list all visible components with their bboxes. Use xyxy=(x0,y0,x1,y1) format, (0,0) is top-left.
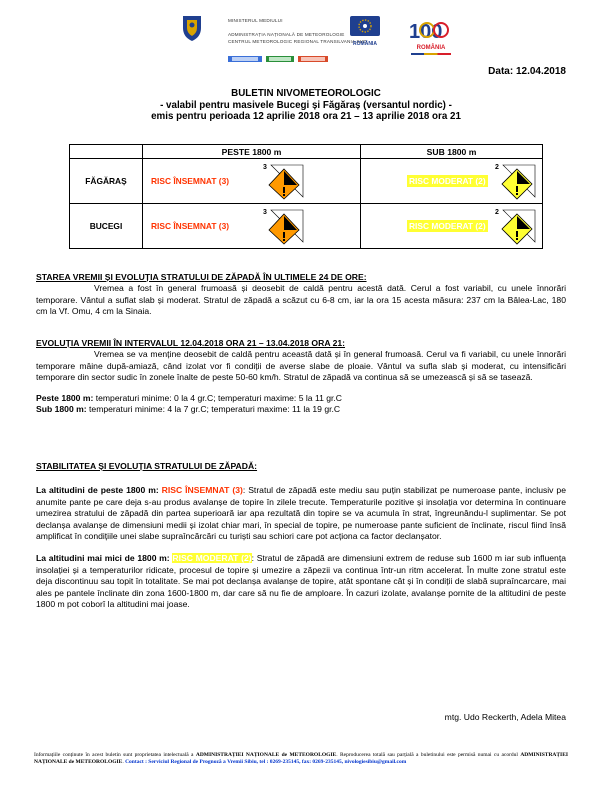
risk-label: RISC MODERAT (2) xyxy=(409,176,486,186)
stability-above-paragraph xyxy=(36,485,566,542)
ministry-name: MINISTERUL MEDIULUI xyxy=(228,18,283,23)
partner-logo-2-icon xyxy=(266,54,294,64)
footer-text-b: . Reproducerea totală sau parțială a buletinului este permisă numai cu acordul xyxy=(336,752,521,758)
copyright-footer xyxy=(34,752,568,767)
forecast-section xyxy=(36,338,566,415)
letterhead xyxy=(180,14,580,70)
weather-past-text: Vremea a fost în general frumoasă și deosebit de caldă pentru acestă dată. Cerul a fost variabil, cu unele înnorări temporare. Vântul a suflat slab și moderat. Stratul de zăpadă a scăzut cu 6-8 cm, iar la ora 15 acesta măsura: 237 cm la Bâlea-Lac, 180 cm la Vf. Omu, 4 cm la Sinaia. xyxy=(36,283,566,317)
footer-text-c: . xyxy=(122,759,126,766)
weather-past-heading: STAREA VREMII ȘI EVOLUȚIA STRATULUI DE ZĂPADĂ ÎN ULTIMELE 24 DE ORE: xyxy=(36,272,367,282)
forecast-above-temps: temperaturi minime: 0 la 4 gr.C; temperaturi maxime: 5 la 11 gr.C xyxy=(95,392,343,403)
bulletin-title xyxy=(0,88,612,123)
footer-text-a: Informațiile conținute în acest buletin sunt proprietatea intelectuală a xyxy=(34,752,196,758)
stability-above-text: : Stratul de zăpadă este mediu sau puțin stabilizat pe numeroase pante, inclusiv pe anumite pante pe care deja s-au produs avalanșe de topire în zilele trecute. Temperaturile pozitive și insolația vor determina în continuare umezirea stratului de zăpadă din partea superioară iar apa rezultată din topire se va acumula în strat, îngreunându-l suplimentar. Se pot declanșa avalanșe de dimensiuni medii și izolat chiar mari, în special de topire, pe numeroase pante suficient de înclinate, riscul fiind însă amplificat în condițiile unei slabe supraîncărcări cu turiști sau schiori care pot acționa ca factor declanșator. xyxy=(36,485,566,542)
table-row xyxy=(70,159,543,204)
forecast-heading: EVOLUȚIA VREMII ÎN INTERVALUL 12.04.2018 ORA 21 – 13.04.2018 ORA 21: xyxy=(36,338,346,348)
risk-table-header xyxy=(70,145,543,159)
risk-label: RISC ÎNSEMNAT (3) xyxy=(151,176,230,186)
stability-below-text: : Stratul de zăpadă are dimensiuni extrem de reduse sub 1600 m iar sub influența insolației și a temperaturilor ridicate, procesul de topire și umezire a zăpezii va continua într-un ritm accelerat. În multe zone stratul este deja discontinuu sau topit în totalitate. Se mai pot declanșa avalanșe de topire, atât spontane cât și în condiții de slabă supraîncarcare, mai ales pe pantele înclinate din zona 1600-1800 m, dar care să nu fie de amploare. În cazuri izolate, avalanșe pornite de la altitudini de peste 1800 m pot coborî la altitudini mai joase. xyxy=(36,553,566,610)
risk-cell-bucegi-above xyxy=(143,204,361,249)
risk-cell-fagaras-below xyxy=(361,159,543,204)
forecast-below-label: Sub 1800 m: xyxy=(36,404,87,415)
regional-center-name: CENTRUL METEOROLOGIC REGIONAL TRANSILVANIA SUD xyxy=(228,39,367,44)
avalanche-danger-level-3-icon xyxy=(261,161,307,201)
footer-org: ADMINISTRAȚIEI NAȚIONALE de METEOROLOGIE xyxy=(195,752,337,758)
brand-number: 100 xyxy=(409,21,443,43)
forecast-below-temps: temperaturi minime: 4 la 7 gr.C; temperaturi maxime: 11 la 19 gr.C xyxy=(89,404,341,415)
table-row xyxy=(70,204,543,249)
avalanche-danger-level-2-icon xyxy=(493,161,539,201)
brand-caption: ROMÂNIA xyxy=(416,45,446,51)
agency-name: ADMINISTRAȚIA NAȚIONALĂ DE METEOROLOGIE xyxy=(228,32,345,37)
column-below-1800: SUB 1800 m xyxy=(361,145,543,159)
title-line-1: BULETIN NIVOMETEOROLOGIC xyxy=(231,88,381,99)
risk-label: RISC ÎNSEMNAT (3) xyxy=(151,221,230,231)
empty-header-cell xyxy=(70,145,143,159)
bulletin-date: Data: 12.04.2018 xyxy=(488,66,566,77)
risk-label: RISC MODERAT (2) xyxy=(409,221,486,231)
danger-level-number: 3 xyxy=(263,209,267,216)
eu-meteo-logo xyxy=(348,14,382,52)
forecasters-signature: mtg. Udo Reckerth, Adela Mitea xyxy=(444,712,566,722)
stability-above-risk: RISC ÎNSEMNAT (3) xyxy=(161,485,243,496)
romania-100-emblem-icon xyxy=(405,16,457,44)
stability-heading: STABILITATEA ȘI EVOLUȚIA STRATULUI DE ZĂPADĂ: xyxy=(36,461,258,471)
avalanche-risk-table xyxy=(69,144,543,249)
partner-logos xyxy=(228,54,368,66)
romania-coat-of-arms-icon xyxy=(180,14,204,42)
tricolor-bar xyxy=(411,53,451,55)
romania-100-logo xyxy=(405,16,457,56)
danger-level-number: 2 xyxy=(495,209,499,216)
column-above-1800: PESTE 1800 m xyxy=(143,145,361,159)
forecast-text: Vremea se va menține deosebit de caldă pentru această dată și în general frumoasă. Cerul va fi variabil, cu unele înnorări temporare mâine după-amiază, când izolat vor fi condiții de averse slabe de ploaie. Vântul va sufla slab și moderat, cu intensificări temporare din sector sudic în zonele înalte de peste 50-60 km/h. Stratul de zăpadă va continua să se umezească și să se tasează. xyxy=(36,349,566,383)
avalanche-danger-level-3-icon xyxy=(261,206,307,246)
stability-below-paragraph xyxy=(36,553,566,610)
danger-level-number: 3 xyxy=(263,164,267,171)
danger-level-number: 2 xyxy=(495,164,499,171)
footer-contact: Contact : Serviciul Regional de Prognoză a Vremii Sibiu, tel : 0269-235145, fax: 0269-235145, nivologiesibiu@gmail.com xyxy=(125,759,407,766)
forecast-above-label: Peste 1800 m: xyxy=(36,392,94,403)
risk-cell-fagaras-above xyxy=(143,159,361,204)
forecast-below-1800 xyxy=(36,404,566,415)
title-line-2: - valabil pentru masivele Bucegi și Făgăraș (versantul nordic) - xyxy=(160,99,452,111)
weather-past-section xyxy=(36,272,566,318)
stability-below-label: La altitudini mai mici de 1800 m: xyxy=(36,553,170,564)
stability-above-label: La altitudini de peste 1800 m: xyxy=(36,485,159,496)
footer-org-2: ADMINISTRAȚIEI NAȚIONALE de METEOROLOGIE xyxy=(34,752,569,766)
avalanche-danger-level-2-icon xyxy=(493,206,539,246)
forecast-above-1800 xyxy=(36,393,566,404)
region-fagaras: FĂGĂRAȘ xyxy=(70,159,143,204)
region-bucegi: BUCEGI xyxy=(70,204,143,249)
eu-flag-icon xyxy=(348,14,382,42)
risk-cell-bucegi-below xyxy=(361,204,543,249)
partner-logo-1-icon xyxy=(228,54,262,64)
stability-section xyxy=(36,461,566,610)
title-line-3: emis pentru perioada 12 aprilie 2018 ora 21 – 13 aprilie 2018 ora 21 xyxy=(151,111,461,123)
partner-logo-3-icon xyxy=(298,54,328,64)
eu-logo-caption: ROMÂNIA xyxy=(353,41,377,47)
stability-below-risk: RISC MODERAT (2) xyxy=(172,553,252,564)
